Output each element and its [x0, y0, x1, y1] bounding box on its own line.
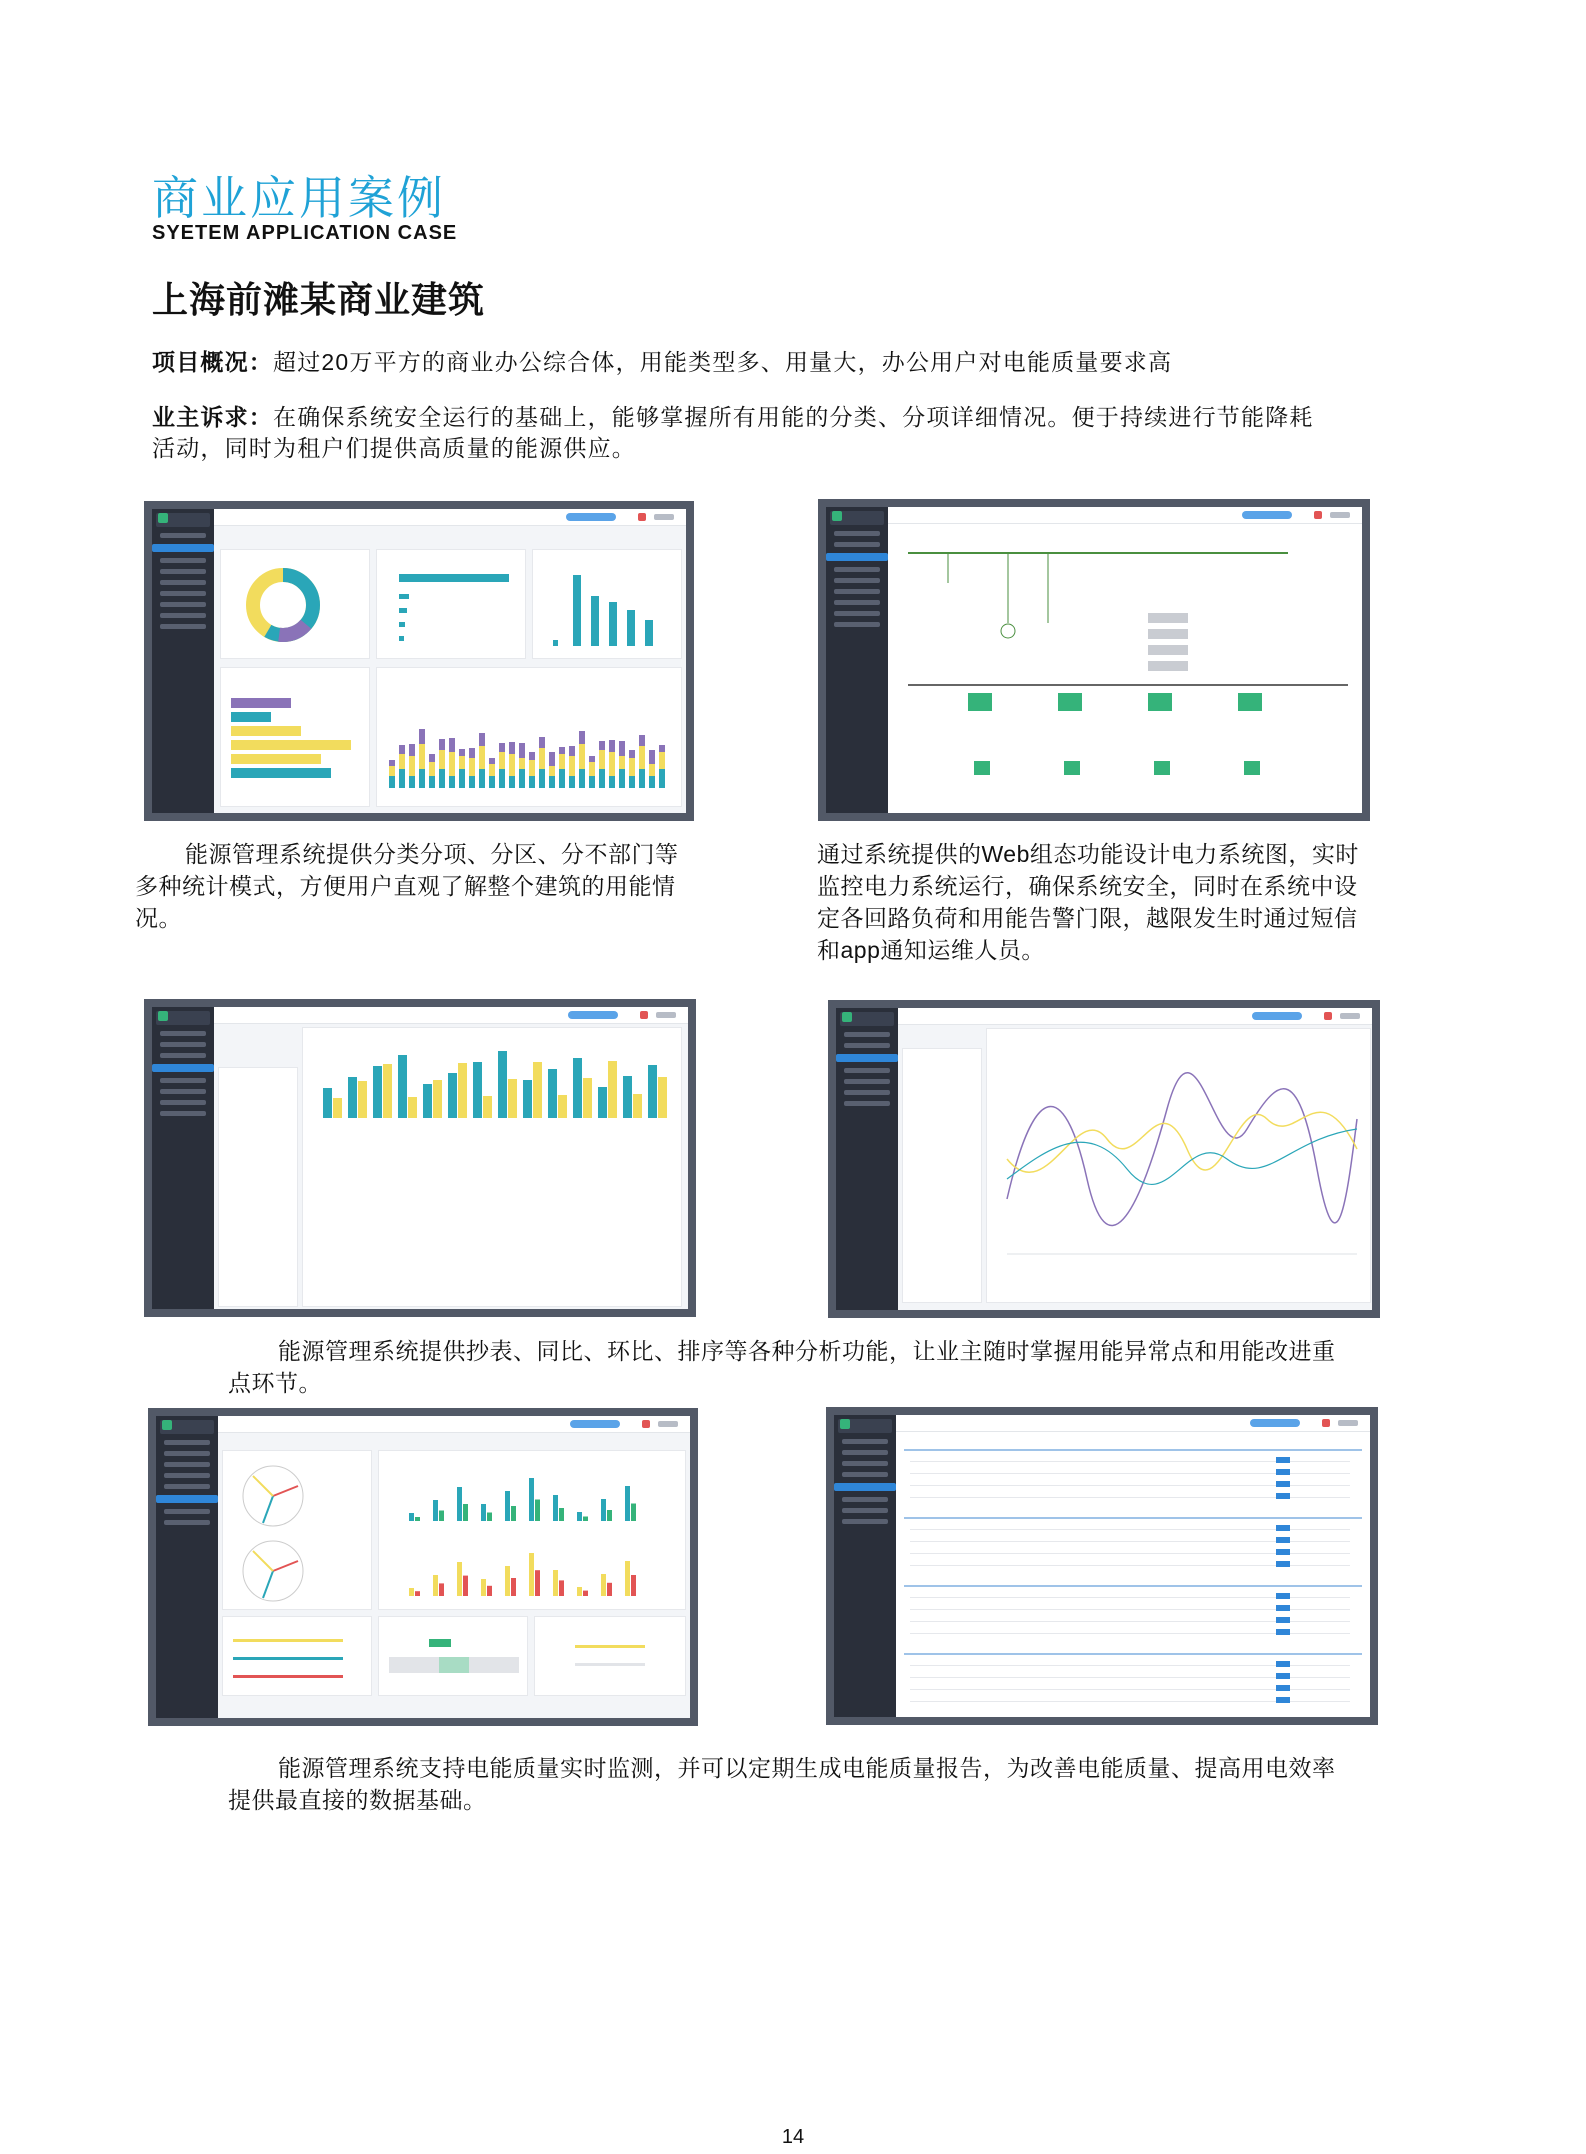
caption-2-line-1: 通过系统提供的Web组态功能设计电力系统图，实时: [817, 841, 1359, 867]
caption-1-line-1: 能源管理系统提供分类分项、分区、分不部门等: [185, 841, 679, 867]
thumb-bar: [439, 1583, 444, 1596]
comparison-panel: [302, 1027, 682, 1307]
thumb-bar: [449, 776, 455, 788]
thumb-bar: [639, 735, 645, 746]
thumb-bar: [619, 769, 625, 788]
thumb-bar: [449, 752, 455, 776]
demand-text-1: 在确保系统安全运行的基础上，能够掌握所有用能的分类、分项详细情况。便于持续进行节能降耗: [273, 404, 1314, 430]
thumb-bar: [505, 1491, 510, 1521]
phasor-diagram: [223, 1451, 373, 1611]
thumb-bar: [459, 756, 465, 769]
thumb-bar: [333, 1098, 342, 1118]
thumb-bar: [399, 745, 405, 754]
thumb-bar: [519, 758, 525, 769]
thumb-bar: [529, 1553, 534, 1596]
thumb-bar: [469, 776, 475, 788]
thumb-chip: [1276, 1469, 1290, 1475]
thumb-bar: [577, 1587, 582, 1596]
thumb-bar: [429, 754, 435, 762]
caption-1-line-3: 况。: [135, 905, 182, 931]
thumb-bar: [463, 1504, 468, 1521]
thumb-chip: [1276, 1481, 1290, 1487]
thumb-bar: [649, 764, 655, 776]
thumb-chip: [1276, 1593, 1290, 1599]
hbar-card: [376, 549, 526, 659]
thumb-bar: [559, 747, 565, 754]
thumb-bar: [479, 769, 485, 788]
thumb-chip: [1276, 1537, 1290, 1543]
thumb-bar: [448, 1073, 457, 1118]
page-number: 14: [781, 2126, 805, 2148]
thumb-bar: [429, 776, 435, 788]
thumb-bar: [631, 1575, 636, 1596]
thumb-bar: [579, 731, 585, 744]
thumb-bar: [601, 1574, 606, 1596]
thumb-bar: [479, 746, 485, 769]
thumb-bar: [489, 758, 495, 764]
hbar-chart: [377, 550, 527, 660]
thumb-bar: [629, 750, 635, 758]
thumb-bar: [358, 1081, 367, 1118]
thumb-bar: [589, 762, 595, 776]
stacked-bar-card: [376, 667, 682, 807]
thumb-bar: [607, 1510, 612, 1521]
thumb-bar: [509, 754, 515, 776]
thumb-bar: [553, 1570, 558, 1596]
thumb-bar: [529, 760, 535, 776]
thumb-bar: [519, 769, 525, 788]
thumb-bar: [619, 741, 625, 756]
tree-panel: [218, 1067, 298, 1307]
thumb-bar: [599, 750, 605, 769]
caption-2-line-3: 定各回路负荷和用能告警门限，越限发生时通过短信: [817, 905, 1358, 931]
caption-4-line-2: 提供最直接的数据基础。: [228, 1787, 487, 1813]
thumb-bar: [535, 1570, 540, 1596]
unbalance-bars: [535, 1617, 687, 1697]
thumb-bar: [479, 733, 485, 746]
thumb-bar: [549, 776, 555, 788]
thumb-bar: [499, 752, 505, 769]
caption-4-line-1: 能源管理系统支持电能质量实时监测，并可以定期生成电能质量报告，为改善电能质量、提高用电效率: [278, 1755, 1336, 1781]
screenshot-power-quality: [148, 1408, 698, 1726]
thumb-bar: [389, 760, 395, 766]
app-topbar: [218, 1416, 690, 1433]
app-sidebar: [156, 1416, 218, 1718]
donut-card: [220, 549, 370, 659]
thumb-bar: [539, 737, 545, 748]
thumb-chip: [1276, 1605, 1290, 1611]
thumb-bar: [469, 758, 475, 776]
thumb-bar: [348, 1077, 357, 1118]
thumb-bar: [558, 1095, 567, 1118]
thumb-bar: [419, 729, 425, 744]
thumb-bar: [509, 742, 515, 754]
thumb-bar: [569, 746, 575, 756]
owner-demand: [152, 402, 1452, 464]
thumb-bar: [539, 748, 545, 769]
app-topbar: [896, 1415, 1370, 1432]
thumb-bar: [539, 769, 545, 788]
thumb-bar: [409, 1513, 414, 1521]
thumb-bar: [457, 1562, 462, 1596]
thumb-bar: [423, 1084, 432, 1118]
section-subtitle: SYETEM APPLICATION CASE: [152, 222, 458, 244]
thumb-bar: [659, 745, 665, 752]
thumb-bar: [648, 1065, 657, 1118]
thumb-bar: [609, 776, 615, 788]
trend-line-chart: [987, 1029, 1372, 1304]
thumb-rule: [904, 1653, 1362, 1655]
thumb-bar: [483, 1096, 492, 1118]
thumb-bar: [463, 1576, 468, 1596]
thumb-bar: [439, 769, 445, 788]
thumb-bar: [383, 1064, 392, 1118]
voltage-card: [222, 1616, 372, 1696]
screenshot-energy-dashboard: [144, 501, 694, 821]
thumb-bar: [505, 1566, 510, 1596]
thumb-chip: [1276, 1661, 1290, 1667]
thumb-rule: [904, 1517, 1362, 1519]
thumb-bar: [415, 1517, 420, 1521]
thumb-bar: [489, 776, 495, 788]
thumb-bar: [549, 752, 555, 766]
single-line-diagram: [888, 523, 1362, 813]
app-topbar: [888, 507, 1362, 524]
thumb-chip: [1276, 1629, 1290, 1635]
screenshot-power-diagram: [818, 499, 1370, 821]
thumb-bar: [579, 769, 585, 788]
thumb-bar: [481, 1579, 486, 1596]
thumb-bar: [458, 1063, 467, 1118]
harmonic-bar-chart: [379, 1451, 687, 1611]
thumb-bar: [659, 769, 665, 788]
thumb-rule: [904, 1449, 1362, 1451]
thumb-bar: [589, 756, 595, 762]
thumb-bar: [419, 744, 425, 769]
thumb-bar: [607, 1583, 612, 1596]
zone-bar-chart: [221, 668, 371, 808]
demand-text-2: 活动，同时为租户们提供高质量的能源供应。: [152, 435, 636, 461]
thumb-bar: [433, 1080, 442, 1118]
thumb-bar: [583, 1078, 592, 1118]
thumb-bar: [569, 756, 575, 776]
voltage-bars: [223, 1617, 373, 1697]
thumb-rule: [904, 1585, 1362, 1587]
thumb-bar: [559, 754, 565, 769]
thumb-bar: [489, 764, 495, 776]
thumb-bar: [469, 748, 475, 758]
thumb-bar: [619, 756, 625, 769]
thumb-bar: [415, 1591, 420, 1596]
thumb-bar: [599, 769, 605, 788]
thumb-chip: [1276, 1617, 1290, 1623]
app-topbar: [214, 1007, 688, 1024]
thumb-bar: [549, 766, 555, 776]
caption-1-line-2: 多种统计模式，方便用户直观了解整个建筑的用能情: [135, 873, 676, 899]
app-topbar: [898, 1008, 1372, 1025]
thumb-bar: [625, 1561, 630, 1596]
thumb-bar: [529, 752, 535, 760]
thumb-bar: [583, 1517, 588, 1522]
thumb-bar: [548, 1069, 557, 1118]
screenshot-meter-comparison: [144, 999, 696, 1317]
thumb-bar: [459, 769, 465, 788]
thumb-bar: [373, 1066, 382, 1118]
section-title: 商业应用案例: [152, 172, 446, 224]
thumb-bar: [625, 1486, 630, 1521]
thumb-bar: [629, 776, 635, 788]
thumb-bar: [535, 1500, 540, 1522]
thumb-bar: [553, 1495, 558, 1521]
thumb-bar: [457, 1487, 462, 1521]
thumb-bar: [583, 1591, 588, 1596]
thumb-bar: [399, 754, 405, 769]
tree-panel: [902, 1048, 982, 1303]
unbalance-card: [534, 1616, 686, 1696]
caption-2-line-2: 监控电力系统运行，确保系统安全，同时在系统中设: [817, 873, 1358, 899]
screenshot-quality-report: [826, 1407, 1378, 1725]
thumb-bar: [529, 776, 535, 788]
thumb-bar: [649, 776, 655, 788]
app-sidebar: [826, 507, 888, 813]
caption-analysis: [228, 1335, 1428, 1399]
app-topbar: [214, 509, 686, 526]
thumb-bar: [623, 1076, 632, 1118]
thumb-bar: [577, 1512, 582, 1521]
thumb-bar: [409, 744, 415, 756]
donut-chart: [221, 550, 371, 660]
thumb-bar: [559, 769, 565, 788]
caption-3-line-1: 能源管理系统提供抄表、同比、环比、排序等各种分析功能，让业主随时掌握用能异常点和用能改进重: [278, 1338, 1336, 1364]
thumb-bar: [511, 1578, 516, 1596]
thumb-bar: [508, 1079, 517, 1118]
thumb-bar: [409, 1588, 414, 1596]
app-sidebar: [834, 1415, 896, 1717]
case-title: 上海前滩某商业建筑: [152, 279, 486, 320]
thumb-bar: [409, 776, 415, 788]
thumb-bar: [398, 1055, 407, 1118]
thumb-bar: [658, 1077, 667, 1118]
thumb-bar: [509, 776, 515, 788]
stacked-bar-chart: [377, 668, 683, 808]
phasor-card: [222, 1450, 372, 1610]
thumb-bar: [608, 1061, 617, 1118]
thumb-bar: [639, 769, 645, 788]
vbar-chart: [533, 550, 683, 660]
app-sidebar: [152, 1007, 214, 1309]
comparison-bar-chart: [303, 1028, 683, 1128]
project-overview: [152, 347, 1452, 378]
thumb-bar: [569, 776, 575, 788]
thumb-bar: [439, 750, 445, 769]
thumb-bar: [389, 766, 395, 776]
caption-power-monitoring: [817, 838, 1417, 966]
thumb-chip: [1276, 1685, 1290, 1691]
thumb-bar: [433, 1575, 438, 1596]
caption-statistics: [135, 838, 695, 934]
thumb-bar: [498, 1051, 507, 1118]
thumb-bar: [609, 752, 615, 776]
thumb-bar: [529, 1478, 534, 1521]
zone-bar-card: [220, 667, 370, 807]
thumb-bar: [598, 1087, 607, 1118]
thumb-chip: [1276, 1697, 1290, 1703]
thumb-bar: [599, 741, 605, 750]
overview-label: 项目概况：: [152, 349, 273, 375]
trend-panel: [986, 1028, 1371, 1303]
thumb-bar: [601, 1499, 606, 1521]
thumb-chip: [1276, 1561, 1290, 1567]
thumb-bar: [609, 740, 615, 752]
thumb-bar: [559, 1508, 564, 1521]
thumb-chip: [1276, 1673, 1290, 1679]
thumb-chip: [1276, 1525, 1290, 1531]
frequency-gauge: [379, 1617, 529, 1697]
thumb-bar: [389, 776, 395, 788]
thumb-bar: [559, 1580, 564, 1596]
thumb-bar: [533, 1062, 542, 1118]
thumb-bar: [473, 1062, 482, 1118]
thumb-bar: [519, 743, 525, 758]
thumb-bar: [639, 746, 645, 769]
caption-2-line-4: 和app通知运维人员。: [817, 937, 1045, 963]
frequency-card: [378, 1616, 528, 1696]
thumb-bar: [633, 1094, 642, 1118]
thumb-bar: [487, 1586, 492, 1596]
demand-label: 业主诉求：: [152, 404, 273, 430]
harmonic-card: [378, 1450, 686, 1610]
thumb-bar: [409, 756, 415, 776]
thumb-bar: [579, 744, 585, 769]
screenshot-trend-curves: [828, 1000, 1380, 1318]
thumb-bar: [459, 749, 465, 756]
thumb-bar: [499, 769, 505, 788]
thumb-bar: [631, 1504, 636, 1522]
thumb-bar: [487, 1513, 492, 1522]
thumb-bar: [433, 1500, 438, 1521]
thumb-bar: [511, 1506, 516, 1521]
thumb-bar: [439, 739, 445, 750]
overview-text: 超过20万平方的商业办公综合体，用能类型多、用量大，办公用户对电能质量要求高: [273, 349, 1173, 375]
thumb-bar: [323, 1088, 332, 1118]
app-sidebar: [152, 509, 214, 813]
caption-power-quality: [228, 1752, 1428, 1816]
vbar-card: [532, 549, 682, 659]
report-tables: [896, 1431, 1370, 1717]
thumb-bar: [659, 752, 665, 769]
thumb-bar: [408, 1097, 417, 1118]
app-sidebar: [836, 1008, 898, 1310]
thumb-bar: [629, 758, 635, 776]
thumb-bar: [439, 1511, 444, 1522]
thumb-bar: [589, 776, 595, 788]
thumb-bar: [419, 769, 425, 788]
thumb-bar: [523, 1080, 532, 1118]
thumb-bar: [399, 769, 405, 788]
thumb-bar: [481, 1504, 486, 1521]
caption-3-line-2: 点环节。: [228, 1370, 322, 1396]
thumb-chip: [1276, 1457, 1290, 1463]
thumb-bar: [429, 762, 435, 776]
thumb-bar: [649, 750, 655, 764]
thumb-bar: [449, 738, 455, 752]
thumb-chip: [1276, 1493, 1290, 1499]
thumb-chip: [1276, 1549, 1290, 1555]
thumb-bar: [499, 743, 505, 752]
thumb-bar: [573, 1058, 582, 1118]
